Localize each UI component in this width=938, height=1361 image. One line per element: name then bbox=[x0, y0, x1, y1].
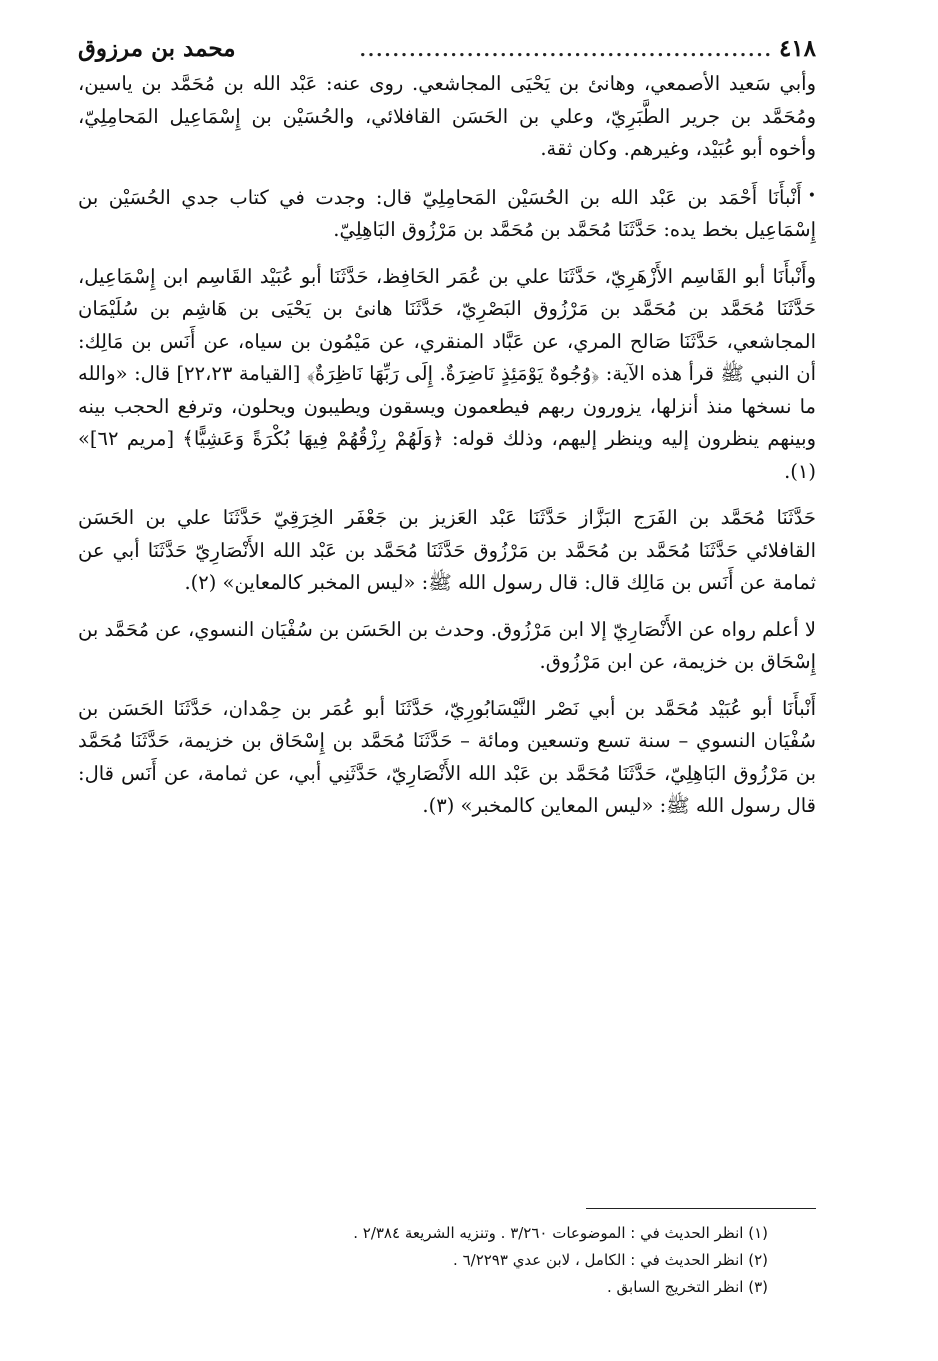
paragraph-text: لا أعلم رواه عن الأَنْصَارِيّ إلا ابن مَرْزُوق. وحدث بن الحَسَن بن سُفْيَان النسوي، عن مُحَمَّد بن إِسْحَاق بن خزيمة، عن ابن مَرْزُوق. bbox=[78, 617, 816, 673]
book-page bbox=[78, 30, 816, 823]
paragraph-text: حَدَّثَنَا مُحَمَّد بن الفَرَج البَزَّاز حَدَّثَنَا عَبْد العَزيز بن جَعْفَر الخِرَقِيّ حَدَّثَنَا علي بن الحَسَن القافلائي حَدَّثَنَا مُحَمَّد بن مُحَمَّد بن مَرْزُوق حَدَّثَنَا مُحَمَّد بن عَبْد الله الأَنْصَارِيّ حَدَّثَنَا أبي عن ثمامة عن أَنَس بن مَالِك قال: قال رسول الله ﷺ: «ليس المخبر كالمعاين» (٢). bbox=[78, 506, 816, 594]
paragraph-text: أَنْبأَنَا أبو عُبَيْد مُحَمَّد بن أبي نَصْر النَّيْسَابُورِيّ، حَدَّثَنَا أبو عُمَر بن حِمْدان، حَدَّثَنَا الحَسَن بن سُفْيَان النسوي – سنة تسع وتسعين ومائة – حَدَّثَنَا مُحَمَّد بن إِسْحَاق بن خزيمة، حَدَّثَنَا مُحَمَّد بن مَرْزُوق البَاهِلِيّ، حَدَّثَنَا مُحَمَّد بن عَبْد الله الأَنْصَارِيّ، حَدَّثَنِي أبي، عن ثمامة، عن أَنَس قال: قال رسول الله ﷺ: «ليس المعاين كالمخبر» (٣). bbox=[78, 696, 816, 817]
footnote-2: (٢) انظر الحديث في : الكامل ، لابن عدي ٦/٢٢٩٣ . bbox=[453, 1251, 768, 1269]
paragraph-text: وأبي سَعيد الأصمعي، وهانئ بن يَحْيَى المجاشعي. روى عنه: عَبْد الله بن مُحَمَّد بن ياسين، ومُحَمَّد بن جرير الطَّبَرِيّ، وعلي بن الحَسَن القافلائي، والحُسَيْن بن إِسْمَاعِيل المَحامِلِيّ، وأخوه أبو عُبَيْد، وغيرهم. وكان ثقة. bbox=[78, 72, 816, 160]
leader-dots: .................................................. bbox=[359, 40, 773, 61]
paragraph-hadith-2 bbox=[78, 502, 816, 600]
bullet-mark: • bbox=[807, 187, 816, 204]
footnote-3: (٣) انظر التخريج السابق . bbox=[607, 1278, 768, 1296]
paragraph-hadith-3 bbox=[78, 693, 816, 823]
running-title: محمد بن مرزوق bbox=[78, 35, 236, 62]
body-text bbox=[78, 68, 816, 823]
footnote-1: (١) انظر الحديث في : الموضوعات ٣/٢٦٠ . وتنزيه الشريعة ٢/٣٨٤ . bbox=[353, 1224, 768, 1242]
footnotes bbox=[120, 1220, 768, 1301]
page-number: ٤١٨ bbox=[778, 35, 816, 62]
footnote-divider bbox=[586, 1208, 816, 1209]
paragraph-hadith-1 bbox=[78, 261, 816, 489]
paragraph-narrators bbox=[78, 68, 816, 166]
paragraph-isnad-1 bbox=[78, 180, 816, 247]
running-head bbox=[78, 30, 816, 68]
paragraph-text: وأَنْبأَنَا أبو القَاسِم الأَزْهَرِيّ، حَدَّثَنَا علي بن عُمَر الحَافِظ، حَدَّثَنَا أبو عُبَيْد القَاسِم ابن إِسْمَاعِيل، حَدَّثَنَا مُحَمَّد بن مُحَمَّد بن مَرْزُوق البَصْرِيّ، حَدَّثَنَا هانئ بن يَحْيَى بن هَاشِم بن سُلَيْمَان المجاشعي، حَدَّثَنَا صَالح المري، عن عَبَّاد المنقري، عن مَيْمُون بن سياه، عن أَنَس بن مَالِك: أن النبي ﷺ قرأ هذه الآية: ﴿وُجُوهٌ يَوْمَئِذٍ نَاضِرَةٌ. إِلَى رَبِّهَا نَاظِرَةٌ﴾ [القيامة ٢٢،٢٣] قال: «والله ما نسخها منذ أنزلها، يزورون ربهم فيطعمون ويسقون ويطيبون ويحلون، وترفع الحجب بينه وبينهم ينظرون إليه وينظر إليهم، وذلك قوله: ﴿وَلَهُمْ رِزْقُهُمْ فِيهَا بُكْرَةً وَعَشِيًّا﴾ [مريم ٦٢]» (١). bbox=[78, 264, 817, 483]
paragraph-text: أَنْبأَنَا أَحْمَد بن عَبْد الله بن الحُسَيْن المَحامِلِيّ قال: وجدت في كتاب جدي الحُسَيْن بن إِسْمَاعِيل بخط يده: حَدَّثَنَا مُحَمَّد بن مُحَمَّد بن مَرْزُوق البَاهِلِيّ. bbox=[78, 185, 816, 241]
paragraph-commentary bbox=[78, 614, 816, 679]
